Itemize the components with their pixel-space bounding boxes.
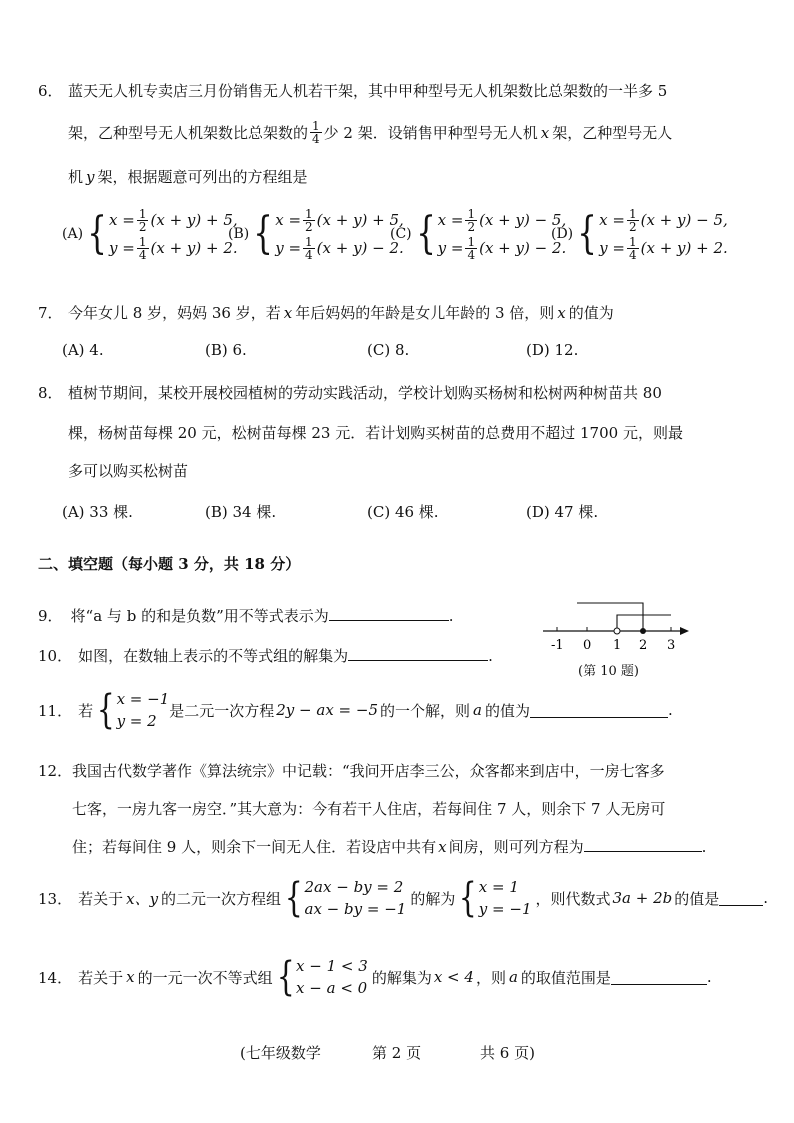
q8-line1: 植树节期间，某校开展校园植树的劳动实践活动，学校计划购买杨树和松树两种树苗共 80 [68,384,662,402]
q10-figure-caption: (第 10 题) [578,664,639,679]
tick-label: 0 [583,638,592,653]
q14-brace: { [276,954,295,1000]
q8-line3: 多可以购买松树苗 [68,462,189,480]
q14: 14． 若关于 x 的一元一次不等式组 { x − 1 < 3 x − a < 0 的解集为 x < 4 ，则 a 的取值范围是 . [38,954,712,1000]
q6-option-brace: { [253,208,274,259]
tick-label: 1 [613,638,622,653]
q7-option-d[interactable]: (D) 12. [526,341,579,359]
q6-option-c[interactable]: (C) { x = $\frac{1}{2}$ (x + y) − 5, y = $\frac{1}{4}$ (x + y) − 2. [390,206,567,262]
q10-number-line-figure [535,595,695,655]
q6-number: 6． [38,82,63,100]
q6-option-label: (C) [390,226,412,242]
q6-option-brace: { [87,208,107,259]
q6-option-a[interactable]: (A) { x = $\frac{1}{2}$ (x + y) + 5, y = $\frac{1}{4}$ (x + y) + 2. [62,206,238,262]
q6-line2-b: 少 2 架．设销售甲种型号无人机 [323,124,538,142]
q6-option-label: (B) [228,226,250,242]
number-line-arrow-icon [680,627,689,635]
q10: 10． 如图，在数轴上表示的不等式组的解集为 . [38,647,493,665]
q6-fraction: $\frac{1}{4}$ [312,119,320,146]
q6-line2 [68,120,672,145]
q6-line2-c: 架，乙种型号无人 [552,124,673,142]
solution-ray-upper [577,603,643,631]
q12-number: 12． [38,762,73,780]
q11: 11． 若 { x = −1 y = 2 是二元一次方程 2y − ax = −5 的一个解，则 a 的值为 . [38,687,673,733]
closed-circle-2 [640,628,646,634]
q13-solution-brace: { [459,875,477,921]
q6-option-d[interactable]: (D) { x = $\frac{1}{2}$ (x + y) − 5, y = $\frac{1}{4}$ (x + y) + 2. [551,206,728,262]
q14-answer-blank[interactable] [611,970,707,985]
footer-page: 第 2 页 [372,1044,422,1062]
q10-answer-blank[interactable] [348,646,488,661]
q12-answer-blank[interactable] [584,837,702,852]
tick-label: 2 [639,638,648,653]
q7-option-c[interactable]: (C) 8. [367,341,410,359]
q11-brace: { [96,687,115,733]
open-circle-1 [614,628,620,634]
q12-line1: 我国古代数学著作《算法统宗》中记载：“我问开店李三公，众客都来到店中，一房七客多 [72,762,665,780]
q7-option-a[interactable]: (A) 4. [62,341,104,359]
q6-line1: 蓝天无人机专卖店三月份销售无人机若干架，其中甲种型号无人机架数比总架数的一半多 5 [68,82,668,100]
q8-option-b[interactable]: (B) 34 棵. [205,503,277,521]
q8-option-c[interactable]: (C) 46 棵. [367,503,439,521]
q12-line2: 七客，一房九客一房空．”其大意为：今有若干人住店，若每间住 7 人，则余下 7 人无房可 [72,800,666,818]
q7-option-b[interactable]: (B) 6. [205,341,247,359]
q6-line2-a: 架，乙种型号无人机架数比总架数的 [68,124,309,142]
q12-line3: 住；若每间住 9 人，则余下一间无人住．若设店中共有 x 间房，则可列方程为 . [72,838,707,856]
q9-answer-blank[interactable] [329,606,449,621]
q8-line2: 棵，杨树苗每棵 20 元，松树苗每棵 23 元．若计划购买树苗的总费用不超过 1700 元，则最 [68,424,683,442]
q8-option-d[interactable]: (D) 47 棵. [526,503,599,521]
q13-answer-blank[interactable] [719,891,763,906]
q11-answer-blank[interactable] [530,703,668,718]
q13: 13． 若关于 x、y 的二元一次方程组 { 2ax − by = 2 ax − by = −1 的解为 { x = 1 y = −1 ，则代数式 3a + 2b 的值是 . [38,875,769,921]
q6-option-label: (D) [551,226,574,242]
q7-number: 7． [38,304,63,322]
footer-total: 共 6 页) [480,1044,535,1062]
q6-option-label: (A) [62,226,84,242]
q6-line3: 机 y 架，根据题意可列出的方程组是 [68,168,308,186]
tick-label: 3 [667,638,676,653]
q8-option-a[interactable]: (A) 33 棵. [62,503,133,521]
q13-system-brace: { [284,875,303,921]
q6-option-b[interactable]: (B) { x = $\frac{1}{2}$ (x + y) + 5, y = $\frac{1}{4}$ (x + y) − 2. [228,206,404,262]
q7-text: 今年女儿 8 岁，妈妈 36 岁，若 x 年后妈妈的年龄是女儿年龄的 3 倍，则 x 的值为 [68,304,614,322]
footer-subject: (七年级数学 [240,1044,321,1062]
q9: 9． 将“a 与 b 的和是负数”用不等式表示为 . [38,607,454,625]
q6-option-brace: { [415,208,436,259]
q6-option-brace: { [577,208,597,259]
q6-var-x: x [540,123,550,142]
q8-number: 8． [38,384,63,402]
tick-label: -1 [551,638,564,653]
section-title: 二、填空题（每小题 3 分，共 18 分） [38,555,301,573]
